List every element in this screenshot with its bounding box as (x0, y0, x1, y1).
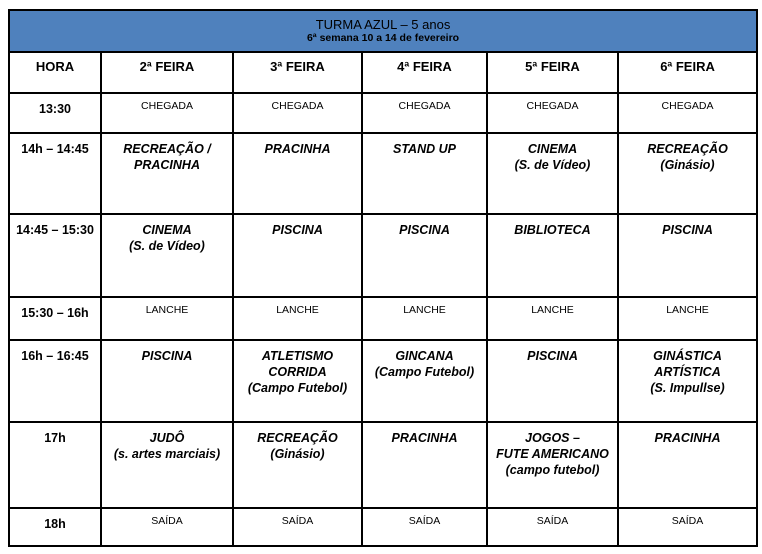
activity-text: GINÁSTICA (653, 349, 722, 363)
header-quinta: 5ª FEIRA (487, 52, 618, 93)
title-cell (9, 10, 757, 52)
activity-cell (618, 214, 757, 297)
activity-cell (362, 422, 487, 508)
time-cell: 14h – 14:45 (9, 133, 101, 214)
activity-text: CHEGADA (271, 100, 324, 112)
activity-text: (Ginásio) (660, 158, 715, 172)
activity-text: PISCINA (399, 223, 450, 237)
activity-cell (618, 340, 757, 422)
activity-text: GINCANA (395, 349, 454, 363)
time-cell: 17h (9, 422, 101, 508)
header-quarta: 4ª FEIRA (362, 52, 487, 93)
activity-cell (101, 508, 233, 546)
activity-text: (Campo Futebol) (247, 381, 348, 395)
activity-text: LANCHE (531, 304, 574, 316)
activity-cell (362, 340, 487, 422)
activity-text: (Ginásio) (270, 447, 325, 461)
schedule-row (9, 340, 757, 422)
activity-cell (487, 508, 618, 546)
header-sexta: 6ª FEIRA (618, 52, 757, 93)
activity-cell (618, 297, 757, 340)
activity-cell (618, 133, 757, 214)
activity-text: PISCINA (272, 223, 323, 237)
activity-text: CINEMA (527, 142, 578, 156)
time-cell: 16h – 16:45 (9, 340, 101, 422)
activity-cell (487, 133, 618, 214)
time-cell: 18h (9, 508, 101, 546)
header-hora: HORA (9, 52, 101, 93)
activity-cell (487, 422, 618, 508)
activity-text: JOGOS – (525, 431, 580, 445)
activity-text: LANCHE (403, 304, 446, 316)
activity-cell (618, 422, 757, 508)
activity-text: (S. de Vídeo) (129, 239, 205, 253)
schedule-row (9, 422, 757, 508)
activity-cell (487, 340, 618, 422)
activity-text: SAÍDA (671, 515, 704, 527)
activity-text: ARTÍSTICA (654, 365, 721, 379)
schedule-title: TURMA AZUL – 5 anos (315, 17, 451, 32)
activity-text: LANCHE (666, 304, 709, 316)
schedule-row (9, 93, 757, 133)
activity-text: (S. de Vídeo) (514, 158, 591, 172)
activity-cell (101, 422, 233, 508)
time-cell: 14:45 – 15:30 (9, 214, 101, 297)
activity-text: RECREAÇÃO (257, 431, 338, 445)
activity-text: PRACINHA (134, 158, 200, 172)
activity-cell (233, 297, 362, 340)
activity-cell (487, 93, 618, 133)
activity-text: (s. artes marciais) (113, 447, 221, 461)
activity-text: SAÍDA (281, 515, 314, 527)
activity-cell (618, 508, 757, 546)
header-row (9, 52, 757, 93)
activity-text: FUTE AMERICANO (496, 447, 609, 461)
activity-text: PRACINHA (654, 431, 721, 445)
activity-text: LANCHE (276, 304, 319, 316)
activity-cell (233, 340, 362, 422)
activity-cell (101, 340, 233, 422)
activity-text: (Campo Futebol) (374, 365, 475, 379)
schedule-row (9, 133, 757, 214)
activity-cell (362, 508, 487, 546)
activity-text: CHEGADA (526, 100, 579, 112)
activity-cell (101, 133, 233, 214)
activity-text: CHEGADA (141, 100, 193, 112)
schedule-table (8, 9, 758, 547)
header-terca: 3ª FEIRA (233, 52, 362, 93)
activity-cell (362, 93, 487, 133)
activity-text: (campo futebol) (505, 463, 600, 477)
activity-text: PISCINA (662, 223, 713, 237)
activity-text: (S. Impullse) (650, 381, 725, 395)
activity-cell (618, 93, 757, 133)
activity-text: STAND UP (393, 142, 456, 156)
activity-text: CHEGADA (661, 100, 714, 112)
activity-cell (233, 93, 362, 133)
activity-cell (362, 297, 487, 340)
activity-text: CINEMA (142, 223, 192, 237)
activity-cell (101, 93, 233, 133)
activity-text: CHEGADA (398, 100, 451, 112)
activity-cell (233, 133, 362, 214)
activity-text: JUDÔ (149, 431, 185, 445)
time-cell: 15:30 – 16h (9, 297, 101, 340)
activity-text: SAÍDA (536, 515, 569, 527)
activity-text: SAÍDA (151, 515, 183, 527)
activity-text: ATLETISMO (261, 349, 334, 363)
title-row (9, 10, 757, 52)
activity-cell (233, 422, 362, 508)
schedule-row (9, 508, 757, 546)
activity-text: RECREAÇÃO / (123, 142, 211, 156)
activity-cell (233, 214, 362, 297)
activity-cell (362, 133, 487, 214)
activity-text: SAÍDA (408, 515, 441, 527)
activity-cell (101, 297, 233, 340)
activity-text: CORRIDA (268, 365, 327, 379)
schedule-row (9, 297, 757, 340)
activity-cell (362, 214, 487, 297)
activity-cell (101, 214, 233, 297)
activity-text: PRACINHA (264, 142, 331, 156)
activity-cell (233, 508, 362, 546)
activity-text: PISCINA (527, 349, 578, 363)
schedule-subtitle: 6ª semana 10 a 14 de fevereiro (306, 32, 460, 44)
activity-text: PRACINHA (391, 431, 458, 445)
activity-text: LANCHE (145, 304, 189, 316)
activity-text: RECREAÇÃO (647, 142, 728, 156)
activity-cell (487, 214, 618, 297)
schedule-row (9, 214, 757, 297)
activity-text: PISCINA (141, 349, 193, 363)
activity-text: BIBLIOTECA (514, 223, 591, 237)
time-cell: 13:30 (9, 93, 101, 133)
header-segunda: 2ª FEIRA (101, 52, 233, 93)
activity-cell (487, 297, 618, 340)
